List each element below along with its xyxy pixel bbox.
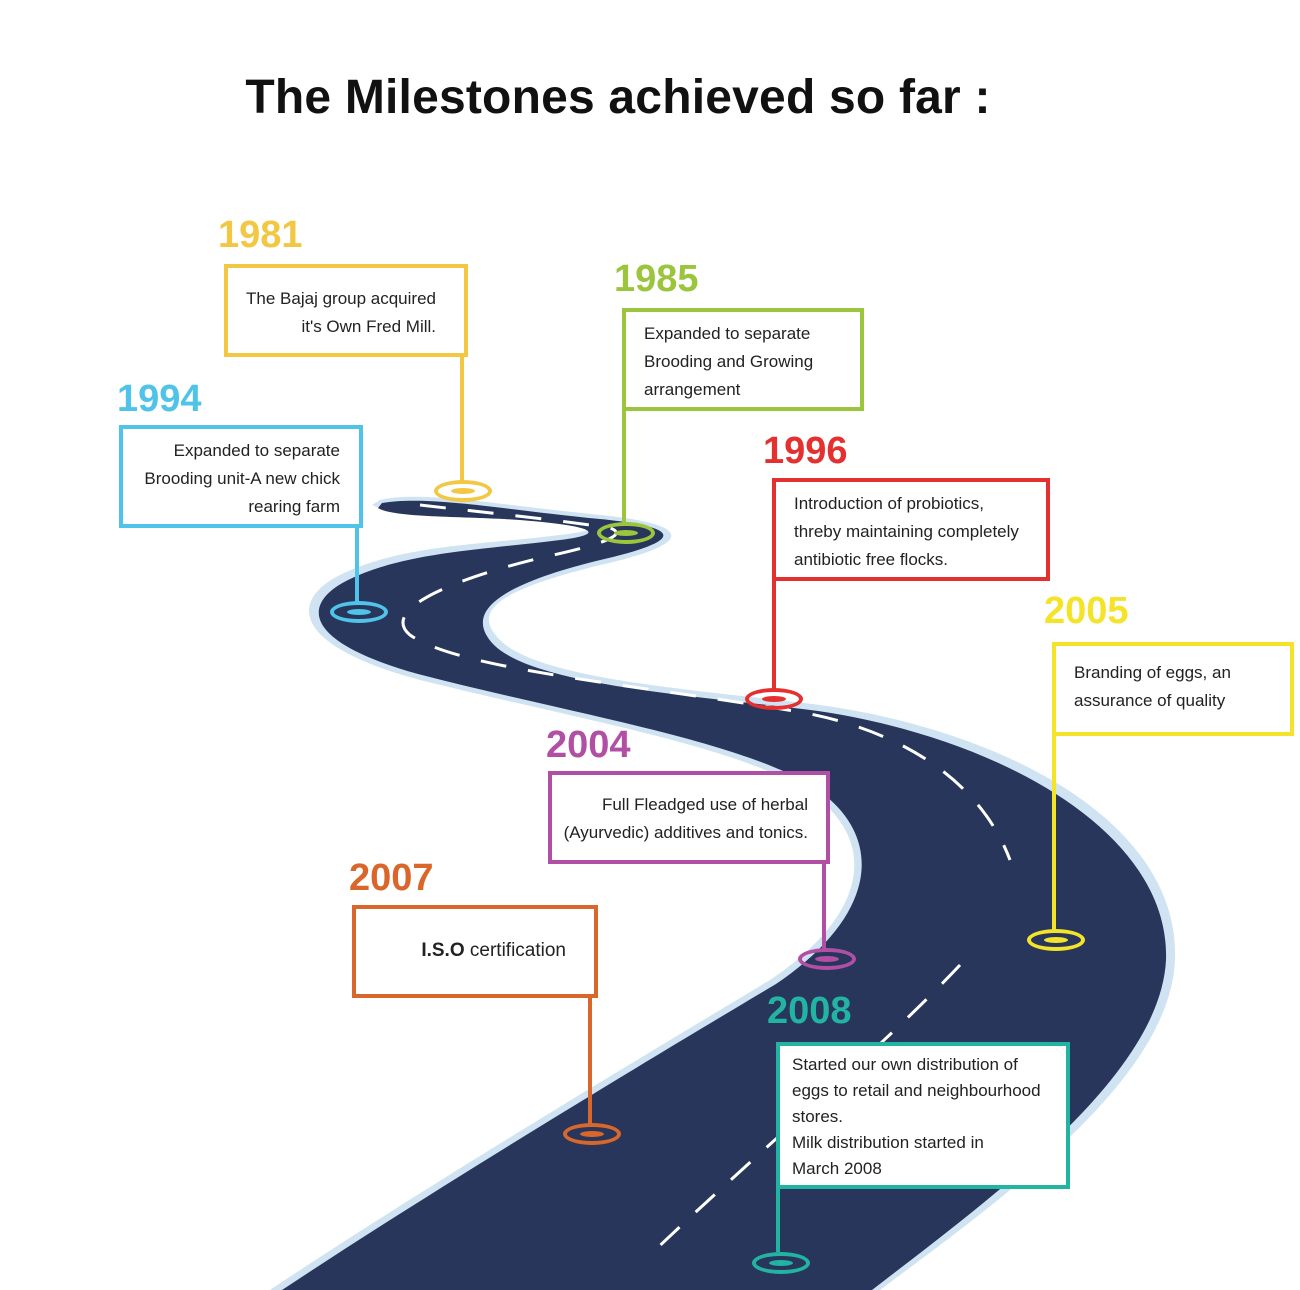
road-marker xyxy=(798,948,856,970)
milestone-text xyxy=(421,937,566,965)
milestone-text: Expanded to separate Brooding unit-A new chick rearing farm xyxy=(144,441,340,516)
year-label: 1985 xyxy=(614,258,699,300)
road-marker xyxy=(1027,929,1085,951)
road-marker xyxy=(597,522,655,544)
page-title: The Milestones achieved so far : xyxy=(245,71,991,124)
year-label: 1994 xyxy=(117,378,202,420)
milestone-text: Started our own distribution of eggs to retail and neighbourhood stores. Milk distribution started in March 2008 xyxy=(792,1055,1041,1178)
road-marker xyxy=(563,1123,621,1145)
flag-pole xyxy=(1052,733,1056,933)
milestone-box xyxy=(772,478,1050,581)
milestone-text: Expanded to separate Brooding and Growing arrangement xyxy=(644,324,814,399)
flag-pole xyxy=(772,578,776,690)
flag-pole xyxy=(355,525,359,605)
year-label: 1996 xyxy=(763,430,848,472)
year-label: 2005 xyxy=(1044,590,1129,632)
flag-pole xyxy=(622,408,626,526)
milestone-text: Introduction of probiotics, threby maintaining completely antibiotic free flocks. xyxy=(794,494,1019,569)
road-marker xyxy=(434,480,492,502)
milestone-box xyxy=(119,425,363,528)
year-label: 2007 xyxy=(349,857,434,899)
year-label: 1981 xyxy=(218,214,303,256)
road-marker xyxy=(330,601,388,623)
milestone-text: Branding of eggs, an assurance of quality xyxy=(1074,663,1231,710)
flag-pole xyxy=(822,861,826,951)
milestone-box xyxy=(224,264,468,357)
milestone-box xyxy=(352,905,598,998)
milestone-text-bold: I.S.O xyxy=(421,940,465,961)
milestone-box xyxy=(776,1042,1070,1189)
milestone-text-rest: certification xyxy=(464,940,566,961)
milestone-box xyxy=(548,771,830,864)
year-label: 2004 xyxy=(546,724,631,766)
road-marker xyxy=(752,1252,810,1274)
milestone-text: Full Fleadged use of herbal (Ayurvedic) additives and tonics. xyxy=(563,795,808,842)
flag-pole xyxy=(460,354,464,484)
flag-pole xyxy=(776,1186,780,1252)
year-label: 2008 xyxy=(767,990,852,1032)
milestone-box xyxy=(1052,642,1294,736)
road-marker xyxy=(745,688,803,710)
flag-pole xyxy=(588,995,592,1125)
milestone-text: The Bajaj group acquired it's Own Fred Mill. xyxy=(246,289,436,336)
milestone-box xyxy=(622,308,864,411)
